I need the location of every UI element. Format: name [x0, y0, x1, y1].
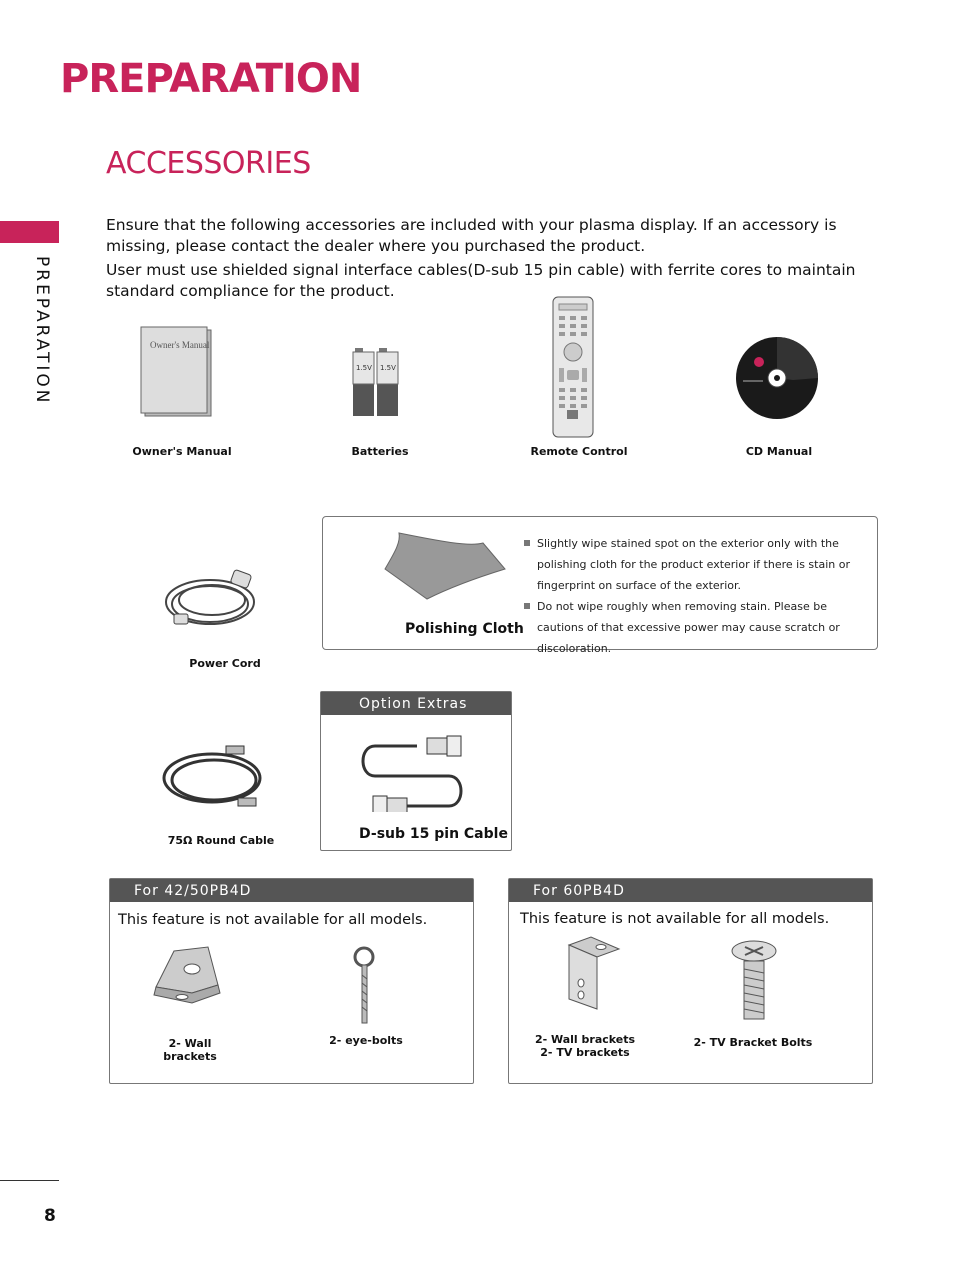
page-number: 8	[44, 1206, 56, 1226]
model-42-50-box	[109, 878, 474, 1084]
model-60-note: This feature is not available for all models.	[520, 911, 830, 927]
tv-brackets-caption-line: 2- TV brackets	[540, 1046, 630, 1059]
power-cord-illustration	[160, 566, 272, 634]
remote-control-caption: Remote Control	[530, 445, 628, 458]
eye-bolts-caption: 2- eye-bolts	[329, 1034, 403, 1047]
model-42-50-note: This feature is not available for all models.	[118, 912, 428, 928]
remote-control-illustration	[551, 296, 597, 439]
tv-bracket-illustration	[561, 935, 621, 1011]
tv-bracket-bolt-illustration	[729, 939, 779, 1023]
side-label: PREPARATION	[32, 256, 52, 406]
batteries-caption: Batteries	[351, 445, 409, 458]
model-60-header: For 60PB4D	[509, 879, 872, 902]
intro-text	[106, 215, 896, 305]
page-title: PREPARATION	[60, 56, 362, 102]
model-60-box	[508, 878, 873, 1084]
side-tab-marker	[0, 221, 59, 243]
wall-bracket-illustration	[150, 945, 226, 1009]
intro-paragraph-2: User must use shielded signal interface cables(D-sub 15 pin cable) with ferrite cores to maintain standard compliance for the product.	[106, 261, 856, 300]
wall-tv-brackets-caption	[534, 1033, 636, 1059]
polishing-cloth-box	[322, 516, 878, 655]
batteries-illustration	[350, 346, 402, 418]
power-cord-caption: Power Cord	[189, 657, 261, 670]
battery-2-label: 1.5V	[380, 364, 396, 372]
intro-paragraph-1: Ensure that the following accessories are included with your plasma display. If an accessory is missing, please contact the dealer where you purchased the product.	[106, 216, 837, 255]
wall-brackets-caption: 2- Wall brackets	[163, 1037, 217, 1063]
polishing-cloth-illustration	[379, 529, 507, 601]
round-cable-caption: 75Ω Round Cable	[167, 834, 275, 847]
dsub-cable-illustration	[355, 732, 479, 812]
tv-bracket-bolts-caption: 2- TV Bracket Bolts	[693, 1036, 813, 1049]
polishing-note-2: Do not wipe roughly when removing stain. Please be cautions of that excessive power may cause scratch or discoloration.	[523, 596, 863, 659]
option-extras-header: Option Extras	[321, 692, 511, 715]
eye-bolt-illustration	[350, 945, 380, 1027]
cd-manual-caption: CD Manual	[745, 445, 813, 458]
option-extras-box	[320, 691, 512, 851]
owners-manual-caption: Owner's Manual	[132, 445, 232, 458]
battery-1-label: 1.5V	[356, 364, 372, 372]
model-42-50-header: For 42/50PB4D	[110, 879, 473, 902]
wall-brackets-caption-line: 2- Wall brackets	[534, 1033, 636, 1046]
page-number-rule	[0, 1180, 59, 1181]
polishing-notes	[523, 533, 863, 659]
owners-manual-illustration	[138, 326, 218, 418]
round-cable-illustration	[160, 744, 274, 814]
cd-manual-illustration	[735, 336, 819, 420]
dsub-cable-label: D-sub 15 pin Cable	[359, 826, 508, 842]
polishing-note-1: Slightly wipe stained spot on the exterior only with the polishing cloth for the product exterior if there is stain or fingerprint on surface of the exterior.	[523, 533, 863, 596]
section-title: ACCESSORIES	[106, 146, 311, 181]
manual-cover-text: Owner's Manual	[150, 340, 210, 350]
polishing-cloth-label: Polishing Cloth	[405, 621, 524, 637]
